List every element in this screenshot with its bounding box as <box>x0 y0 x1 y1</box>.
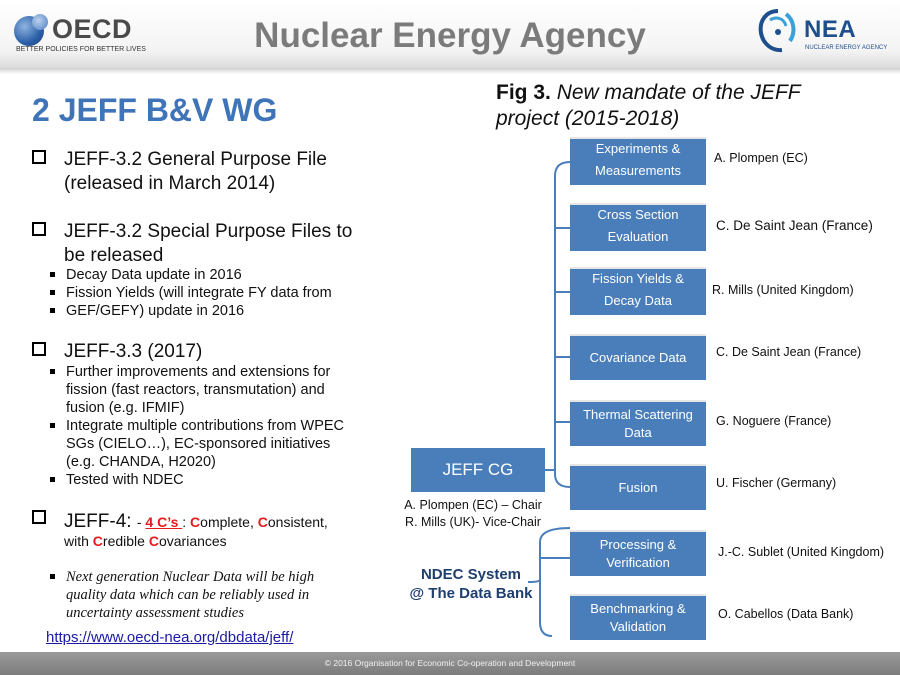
wg-lead: A. Plompen (EC) <box>714 151 808 165</box>
bullet-text: (released in March 2014) <box>64 173 276 194</box>
jeff-4-prefix: JEFF-4: <box>64 511 137 532</box>
nea-logo-word: NEA <box>804 16 857 43</box>
sub-bullet: Fission Yields (will integrate FY data from <box>50 284 332 302</box>
wg-box-experiments[interactable] <box>570 137 706 185</box>
sub-bullet-continued-text: fusion (e.g. IFMIF) <box>66 400 185 416</box>
sub-bullet: Tested with NDEC <box>50 471 344 489</box>
agency-title: Nuclear Energy Agency <box>254 16 646 55</box>
c-letter: C <box>257 514 268 530</box>
four-cs-label: 4 C’s <box>145 514 183 530</box>
wg-label: Measurements <box>595 163 681 178</box>
ndec-system-label <box>400 565 542 603</box>
wg-label: Evaluation <box>607 229 669 244</box>
wg-lead: J.-C. Sublet (United Kingdom) <box>718 545 885 559</box>
wg-label: Benchmarking & <box>590 601 686 616</box>
wg-box-fission-yields[interactable] <box>570 267 706 315</box>
c-word: ovariances <box>158 533 227 549</box>
jeff-website-link[interactable]: https://www.oecd-nea.org/dbdata/jeff/ <box>46 629 294 646</box>
note-line-text: uncertainty assessment studies <box>66 605 245 621</box>
oecd-logo-word: OECD <box>52 14 133 44</box>
jeff-cg-box[interactable]: JEFF CG <box>411 448 545 492</box>
wg-lead: R. Mills (United Kingdom) <box>712 283 854 297</box>
wg-lead: G. Noguere (France) <box>716 414 832 428</box>
sub-bullet-continued-text: fission (fast reactors, transmutation) and <box>66 382 325 398</box>
c-letter: C <box>148 533 159 549</box>
oecd-logo-tagline: BETTER POLICIES FOR BETTER LIVES <box>16 46 146 53</box>
figure-label: Fig 3. <box>496 81 551 104</box>
figure-caption-line-1: New mandate of the JEFF <box>556 81 801 104</box>
wg-label: Verification <box>606 555 670 570</box>
wg-lead: C. De Saint Jean (France) <box>716 218 873 233</box>
wg-lead: U. Fischer (Germany) <box>716 476 837 490</box>
wg-label: Thermal Scattering <box>583 407 693 422</box>
wg-box-benchmarking[interactable] <box>570 594 706 640</box>
c-letter: C <box>92 533 103 549</box>
wg-label: Experiments & <box>595 141 681 156</box>
sub-bullet-continued-text: SGs (CIELO…), EC-sponsored initiatives <box>66 436 331 452</box>
wg-lead: C. De Saint Jean (France) <box>716 345 862 359</box>
note-line: Next generation Nuclear Data will be high <box>50 568 314 586</box>
sub-bullet-continued-text: GEF/GEFY) update in 2016 <box>66 303 245 319</box>
c-word: with <box>64 533 93 549</box>
bullet-text: JEFF-3.2 Special Purpose Files to <box>64 221 353 242</box>
wg-label: Validation <box>609 619 667 634</box>
bullet-text: JEFF-3.2 General Purpose File <box>64 149 327 170</box>
sub-bullet: Integrate multiple contributions from WPEC <box>50 417 344 435</box>
wg-label: Fusion <box>618 480 658 495</box>
cg-chair: A. Plompen (EC) – Chair <box>404 498 542 512</box>
bullet-text: JEFF-3.3 (2017) <box>64 341 203 362</box>
ndec-line-2: @ The Data Bank <box>409 585 533 602</box>
wg-box-cross-section[interactable] <box>570 203 706 251</box>
jeff-4-colon: : <box>182 514 191 530</box>
wg-label: Covariance Data <box>589 350 687 365</box>
sub-bullet-continued-text: (e.g. CHANDA, H2020) <box>66 454 216 470</box>
sub-bullet: Decay Data update in 2016 <box>50 266 332 284</box>
ndec-line-1: NDEC System <box>420 566 522 583</box>
wg-box-covariance[interactable] <box>570 334 706 380</box>
c-word: onsistent, <box>267 514 328 530</box>
wg-box-fusion[interactable] <box>570 464 706 510</box>
wg-label: Cross Section <box>597 207 679 222</box>
slide-title: 2 JEFF B&V WG <box>32 92 278 128</box>
c-word: redible <box>102 533 149 549</box>
bullet-text: be released <box>64 245 164 266</box>
jeff-4-dash: - <box>136 514 146 530</box>
wg-label: Fission Yields & <box>592 271 684 286</box>
wg-lead: O. Cabellos (Data Bank) <box>718 607 854 621</box>
c-letter: C <box>190 514 201 530</box>
wg-label: Data <box>624 425 652 440</box>
c-word: omplete, <box>200 514 258 530</box>
footer-copyright: © 2016 Organisation for Economic Co-operation and Development <box>324 658 576 668</box>
wg-box-processing[interactable] <box>570 530 706 576</box>
note-line-text: quality data which can be reliably used in <box>66 587 310 603</box>
figure-caption-line-2: project (2015-2018) <box>496 107 680 130</box>
sub-bullet: Further improvements and extensions for <box>50 363 344 381</box>
wg-box-thermal-scattering[interactable] <box>570 400 706 446</box>
wg-label: Processing & <box>599 537 677 552</box>
nea-logo-tagline: NUCLEAR ENERGY AGENCY <box>805 45 888 51</box>
cg-vice-chair: R. Mills (UK)- Vice-Chair <box>405 515 541 529</box>
wg-label: Decay Data <box>604 293 672 308</box>
